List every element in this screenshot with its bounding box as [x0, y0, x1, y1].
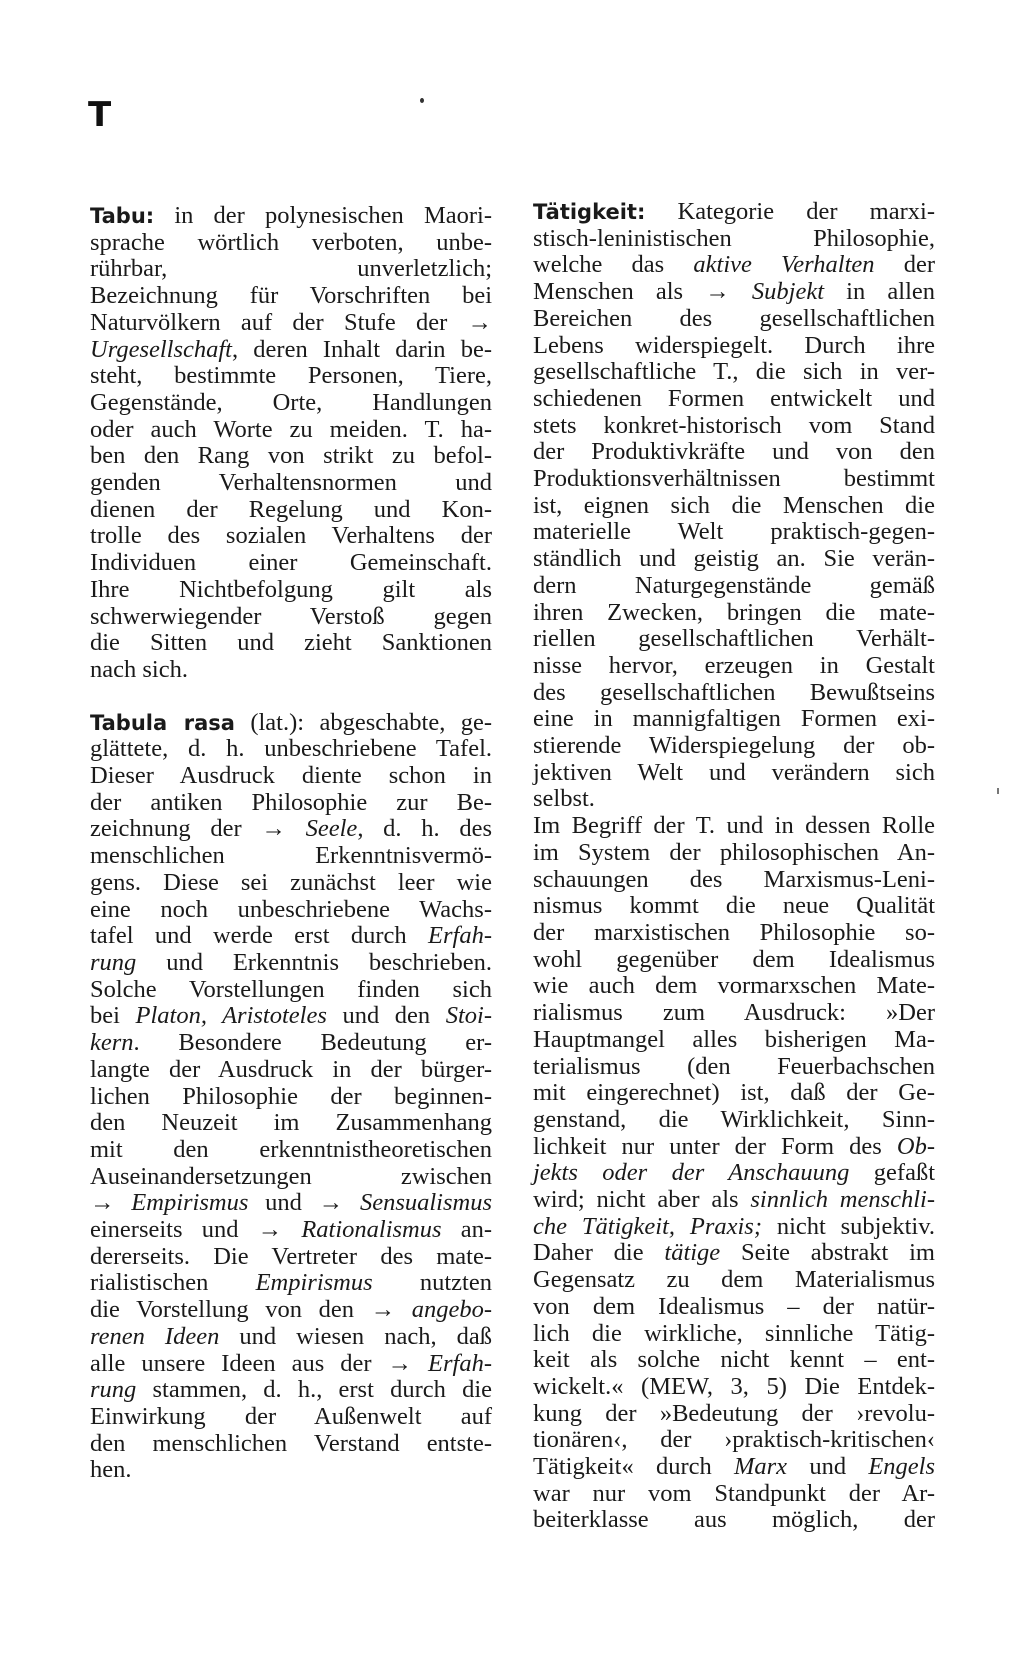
text-line: [533, 279, 935, 306]
line-text: Lebens widerspiegelt. Durch ihre: [533, 331, 935, 359]
text-line: [90, 1110, 492, 1137]
line-text: in der polynesischen Maori-: [154, 202, 492, 229]
line-text: einerseits und → Rationalismus an-: [90, 1216, 492, 1244]
text-line: [90, 230, 492, 257]
text-line: [533, 1374, 935, 1401]
line-text: Hauptmangel alles bisherigen Ma-: [533, 1025, 935, 1053]
text-line: [90, 1244, 492, 1271]
text-line: [533, 706, 935, 733]
entry-headword: Tabu:: [90, 204, 155, 228]
text-line: [90, 763, 492, 790]
text-line: [90, 363, 492, 390]
line-text: wickelt.« (MEW, 3, 5) Die Entdek-: [533, 1372, 935, 1400]
line-text: lichen Philosophie der beginnen-: [90, 1082, 492, 1110]
text-line: [533, 893, 935, 920]
text-line: [90, 1030, 492, 1057]
text-line: [90, 497, 492, 524]
entry-tabu: [90, 203, 492, 684]
entry-tabula-rasa-text: [90, 710, 492, 1484]
line-text: rialismus zum Ausdruck: »Der: [533, 999, 935, 1027]
text-line: [90, 1164, 492, 1191]
text-line: [533, 813, 935, 840]
line-text: riellen gesellschaftlichen Verhält-: [533, 625, 935, 653]
text-line: [533, 359, 935, 386]
line-text: kern. Besondere Bedeutung er-: [90, 1029, 492, 1057]
text-line: [533, 1000, 935, 1027]
line-text: Menschen als → Subjekt in allen: [533, 278, 935, 306]
line-text: wie auch dem vormarxschen Mate-: [533, 972, 935, 1000]
line-text: keit als solche nicht kennt – ent-: [533, 1346, 935, 1374]
text-line: [90, 1003, 492, 1030]
text-line: [533, 519, 935, 546]
text-line: [533, 840, 935, 867]
text-line: [533, 1240, 935, 1267]
line-text: ben den Rang von strikt zu befol-: [90, 442, 492, 470]
entry-tabula-rasa: [90, 710, 492, 1484]
text-line: [90, 1404, 492, 1431]
text-line: [90, 950, 492, 977]
line-text: ihren Zwecken, bringen die mate-: [533, 598, 935, 626]
line-text: war nur vom Standpunkt der Ar-: [533, 1479, 935, 1507]
text-line: [90, 1431, 492, 1458]
line-text: jekts oder der Anschauung gefaßt: [533, 1159, 935, 1187]
text-line: [533, 1267, 935, 1294]
line-text: Individuen einer Gemeinschaft.: [90, 549, 492, 577]
text-line: [533, 600, 935, 627]
text-line: [90, 417, 492, 444]
line-text: ist, eignen sich die Menschen die: [533, 491, 935, 519]
text-line: [533, 546, 935, 573]
text-line: [90, 923, 492, 950]
text-line: [533, 920, 935, 947]
text-line: [533, 947, 935, 974]
line-text: im System der philosophischen An-: [533, 838, 935, 866]
line-text: dern Naturgegenstände gemäß: [533, 571, 935, 599]
line-text: trolle des sozialen Verhaltens der: [90, 522, 492, 550]
text-line: [90, 443, 492, 470]
text-line: [533, 306, 935, 333]
text-line: [533, 973, 935, 1000]
line-text: dererseits. Die Vertreter des mate-: [90, 1242, 492, 1270]
text-line: [533, 1187, 935, 1214]
text-line: [90, 337, 492, 364]
text-line: [90, 577, 492, 604]
line-text: gens. Diese sei zunächst leer wie: [90, 868, 492, 896]
line-text: rialistischen Empirismus nutzten: [90, 1269, 492, 1297]
line-text: des gesellschaftlichen Bewußtseins: [533, 678, 935, 706]
line-text: mit den erkenntnistheoretischen: [90, 1135, 492, 1163]
entry-taetigkeit: [533, 199, 935, 1534]
text-line: [90, 1084, 492, 1111]
line-text: stets konkret-historisch vom Stand: [533, 411, 935, 439]
text-line: [90, 1297, 492, 1324]
text-line: [533, 1427, 935, 1454]
line-text: che Tätigkeit, Praxis; nicht subjektiv.: [533, 1212, 935, 1240]
text-line: [533, 386, 935, 413]
text-line: [533, 1507, 935, 1534]
line-text: Bezeichnung für Vorschriften bei: [90, 282, 492, 310]
text-line: [90, 470, 492, 497]
text-line: [533, 1054, 935, 1081]
entry-headword: Tabula rasa: [90, 710, 235, 735]
line-text: von dem Idealismus – der natür-: [533, 1292, 935, 1320]
line-text: Gegenstände, Orte, Handlungen: [90, 388, 492, 416]
text-line: [90, 870, 492, 897]
line-text: welche das aktive Verhalten der: [533, 251, 935, 279]
text-line: [533, 867, 935, 894]
text-line: [90, 977, 492, 1004]
text-line: [90, 310, 492, 337]
line-text: Daher die tätige Seite abstrakt im: [533, 1239, 935, 1267]
text-line: [533, 439, 935, 466]
line-text: langte der Ausdruck in der bürger-: [90, 1055, 492, 1083]
line-text: rührbar, unverletzlich;: [90, 255, 492, 283]
text-line: [533, 1347, 935, 1374]
line-text: die Sitten und zieht Sanktionen: [90, 629, 492, 657]
text-line: [533, 199, 935, 226]
line-text: schiedenen Formen entwickelt und: [533, 384, 935, 412]
line-text: Kategorie der marxi-: [645, 198, 935, 225]
text-line: [90, 1217, 492, 1244]
text-line: [533, 252, 935, 279]
text-line: [90, 1457, 492, 1484]
line-text: selbst.: [533, 785, 595, 813]
text-line: [533, 733, 935, 760]
line-text: Ihre Nichtbefolgung gilt als: [90, 575, 492, 603]
text-line: [533, 573, 935, 600]
text-line: [533, 786, 935, 813]
text-line: [533, 1481, 935, 1508]
print-speck: [420, 98, 424, 103]
text-line: [533, 1160, 935, 1187]
text-line: [90, 1324, 492, 1351]
text-line: [90, 710, 492, 737]
line-text: der marxistischen Philosophie so-: [533, 918, 935, 946]
line-text: dienen der Regelung und Kon-: [90, 495, 492, 523]
line-text: kung der »Bedeutung der ›revolu-: [533, 1399, 935, 1427]
text-line: [533, 1027, 935, 1054]
line-text: bei Platon, Aristoteles und den Stoi-: [90, 1002, 493, 1030]
text-line: [533, 413, 935, 440]
line-text: gesellschaftliche T., die sich in ver-: [533, 358, 935, 386]
line-text: lich die wirkliche, sinnliche Tätig-: [533, 1319, 935, 1347]
text-line: [90, 256, 492, 283]
line-text: nismus kommt die neue Qualität: [533, 892, 935, 920]
section-letter: T: [88, 95, 112, 135]
line-text: → Empirismus und → Sensualismus: [90, 1189, 492, 1217]
text-line: [90, 1190, 492, 1217]
text-line: [90, 790, 492, 817]
line-text: Einwirkung der Außenwelt auf: [90, 1402, 492, 1430]
text-line: [90, 630, 492, 657]
line-text: genden Verhaltensnormen und: [90, 469, 492, 497]
line-text: der Produktivkräfte und von den: [533, 438, 935, 466]
line-text: Produktionsverhältnissen bestimmt: [533, 465, 935, 493]
line-text: stierende Widerspiegelung der ob-: [533, 732, 935, 760]
line-text: schwerwiegender Verstoß gegen: [90, 602, 492, 630]
text-line: [90, 523, 492, 550]
text-line: [90, 657, 492, 684]
entry-taetigkeit-text: [533, 199, 935, 813]
text-line: [533, 1294, 935, 1321]
line-text: Tätigkeit« durch Marx und Engels: [533, 1453, 935, 1481]
entry-taetigkeit-text-2: [533, 813, 935, 1534]
text-line: [90, 604, 492, 631]
text-line: [533, 1134, 935, 1161]
line-text: Bereichen des gesellschaftlichen: [533, 304, 935, 332]
line-text: ständlich und geistig an. Sie verän-: [533, 545, 935, 573]
print-mark: [997, 788, 999, 794]
text-line: [533, 760, 935, 787]
line-text: mit eingerechnet) ist, daß der Ge-: [533, 1079, 935, 1107]
text-line: [90, 1057, 492, 1084]
entry-headword: Tätigkeit:: [533, 200, 646, 224]
text-line: [90, 283, 492, 310]
line-text: renen Ideen und wiesen nach, daß: [90, 1322, 493, 1350]
line-text: wird; nicht aber als sinnlich menschli-: [533, 1186, 936, 1214]
text-line: [90, 203, 492, 230]
text-line: [533, 1321, 935, 1348]
line-text: eine in mannigfaltigen Formen exi-: [533, 705, 935, 733]
line-text: eine noch unbeschriebene Wachs-: [90, 895, 492, 923]
right-column: [533, 199, 935, 1534]
text-line: [533, 653, 935, 680]
text-line: [533, 333, 935, 360]
line-text: beiterklasse aus möglich, der: [533, 1506, 935, 1534]
line-text: Naturvölkern auf der Stufe der →: [90, 308, 492, 336]
line-text: stisch-leninistischen Philosophie,: [533, 224, 935, 252]
line-text: menschlichen Erkenntnisvermö-: [90, 842, 492, 870]
line-text: terialismus (den Feuerbachschen: [533, 1052, 935, 1080]
text-line: [90, 1270, 492, 1297]
text-line: [90, 843, 492, 870]
line-text: hen.: [90, 1456, 132, 1484]
text-line: [90, 736, 492, 763]
line-text: jektiven Welt und verändern sich: [533, 758, 935, 786]
text-line: [90, 1351, 492, 1378]
line-text: Gegensatz zu dem Materialismus: [533, 1266, 935, 1294]
text-line: [533, 626, 935, 653]
left-column: [90, 203, 492, 1510]
text-line: [90, 390, 492, 417]
text-line: [90, 897, 492, 924]
line-text: glättete, d. h. unbeschriebene Tafel.: [90, 735, 492, 763]
line-text: tafel und werde erst durch Erfah-: [90, 922, 492, 950]
line-text: den Neuzeit im Zusammenhang: [90, 1109, 492, 1137]
line-text: rung und Erkenntnis beschrieben.: [90, 948, 492, 976]
line-text: der antiken Philosophie zur Be-: [90, 788, 492, 816]
text-line: [90, 550, 492, 577]
line-text: Solche Vorstellungen finden sich: [90, 975, 492, 1003]
line-text: (lat.): abgeschabte, ge-: [234, 708, 493, 736]
line-text: nach sich.: [90, 655, 188, 683]
text-line: [90, 1377, 492, 1404]
line-text: Auseinandersetzungen zwischen: [90, 1162, 492, 1190]
line-text: wohl gegenüber dem Idealismus: [533, 945, 935, 973]
line-text: lichkeit nur unter der Form des Ob-: [533, 1132, 935, 1160]
line-text: oder auch Worte zu meiden. T. ha-: [90, 415, 492, 443]
text-line: [533, 226, 935, 253]
line-text: schauungen des Marxismus-Leni-: [533, 865, 935, 893]
line-text: steht, bestimmte Personen, Tiere,: [90, 362, 492, 390]
text-line: [533, 1454, 935, 1481]
text-line: [533, 680, 935, 707]
entry-tabu-text: [90, 203, 492, 684]
line-text: nisse hervor, erzeugen in Gestalt: [533, 651, 935, 679]
text-line: [533, 1107, 935, 1134]
text-line: [533, 1080, 935, 1107]
line-text: rung stammen, d. h., erst durch die: [90, 1376, 492, 1404]
line-text: Urgesellschaft, deren Inhalt darin be-: [90, 335, 492, 363]
text-line: [90, 1137, 492, 1164]
text-line: [533, 466, 935, 493]
line-text: alle unsere Ideen aus der → Erfah-: [90, 1349, 492, 1377]
line-text: Im Begriff der T. und in dessen Rolle: [533, 812, 935, 840]
text-line: [533, 1401, 935, 1428]
text-line: [533, 493, 935, 520]
line-text: sprache wörtlich verboten, unbe-: [90, 228, 492, 256]
line-text: tionären‹, der ›praktisch-kritischen‹: [533, 1426, 935, 1454]
line-text: die Vorstellung von den → angebo-: [90, 1296, 492, 1324]
line-text: den menschlichen Verstand entste-: [90, 1429, 492, 1457]
text-line: [533, 1214, 935, 1241]
line-text: zeichnung der → Seele, d. h. des: [90, 815, 492, 843]
text-line: [90, 816, 492, 843]
line-text: materielle Welt praktisch-gegen-: [533, 518, 935, 546]
line-text: genstand, die Wirklichkeit, Sinn-: [533, 1105, 935, 1133]
line-text: Dieser Ausdruck diente schon in: [90, 762, 492, 790]
